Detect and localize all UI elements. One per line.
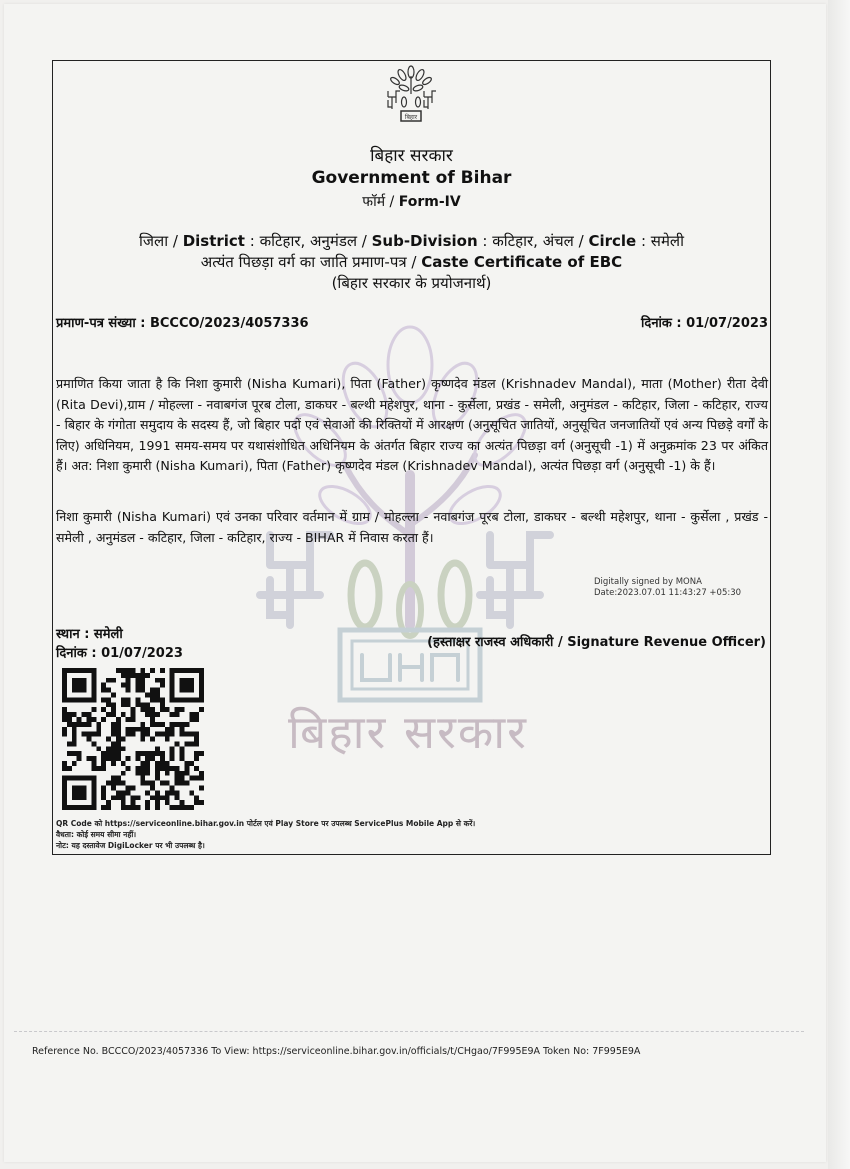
circle-label: Circle: [588, 232, 637, 250]
certificate-body-paragraph-1: प्रमाणित किया जाता है कि निशा कुमारी (Nisha Kumari), पिता (Father) कृष्णदेव मंडल (Krishnadev Mandal), माता (Mother) रीता देवी (Rita Devi),ग्राम / मोहल्ला - नवाबगंज पूरब टोला, डाकघर - बल्थी महेशपुर, थाना - कुर्सेला, प्रखंड - समेली, अनुमंडल - कटिहार, जिला - कटिहार, राज्य - बिहार के गंगोता समुदाय के सदस्य हैं, जो बिहार पदों एवं सेवाओं की रिक्तियों में आरक्षण (अनुसूचित जातियों, अनुसूचित जनजातियों एवं अन्य पिछड़े वर्गों के लिए) अधिनियम, 1991 समय-समय पर यथासंशोधित अधिनियम के अंतर्गत बिहार राज्य का अत्यंत पिछड़ा वर्ग (अनुसूची -1) में अनुक्रमांक 23 पर अंकित हैं। अत: निशा कुमारी (Nisha Kumari), पिता (Father) कृष्णदेव मंडल (Krishnadev Mandal), अत्यंत पिछड़ा वर्ग (अनुसूची -1) के हैं।: [56, 376, 768, 473]
place-date: दिनांक : 01/07/2023: [56, 646, 183, 661]
certificate-number: प्रमाण-पत्र संख्या : BCCCO/2023/4057336: [56, 316, 309, 331]
certificate-title: [52, 252, 771, 272]
digital-signature-name: Digitally signed by MONA: [594, 577, 702, 587]
subdivision-label: Sub-Division: [371, 232, 478, 250]
english-title: Government of Bihar: [311, 168, 512, 188]
subdivision-value: : कटिहार, अंचल /: [477, 232, 589, 250]
reference-line: Reference No. BCCCO/2023/4057336 To View: https://serviceonline.bihar.gov.in/officials/t/CHgao/7F995E9A Token No: 7F995E9A: [32, 1046, 641, 1057]
form-english: Form-IV: [398, 194, 461, 210]
issue-date: दिनांक : 01/07/2023: [641, 316, 768, 331]
qr-note-line-3: नोट: यह दस्तावेज DigiLocker पर भी उपलब्ध है।: [56, 841, 205, 850]
hindi-title: बिहार सरकार: [370, 146, 453, 166]
certificate-title-english: Caste Certificate of EBC: [421, 253, 623, 271]
divider: [14, 1031, 804, 1032]
certificate-title-hindi: अत्यंत पिछड़ा वर्ग का जाति प्रमाण-पत्र /: [200, 253, 422, 271]
signature-officer: (हस्ताक्षर राजस्व अधिकारी / Signature Revenue Officer): [427, 635, 766, 650]
district-label: District: [182, 232, 245, 250]
qr-code[interactable]: [62, 668, 204, 810]
paper-edge: [828, 0, 850, 1169]
certificate-body-paragraph-2: निशा कुमारी (Nisha Kumari) एवं उनका परिवार वर्तमान में ग्राम / मोहल्ला - नवाबगंज पूरब टोला, डाकघर - बल्थी महेशपुर, थाना - कुर्सेला , प्रखंड - समेली , अनुमंडल - कटिहार, जिला - कटिहार, राज्य - BIHAR में निवास करता हैं।: [56, 509, 768, 545]
circle-value: : समेली: [636, 232, 684, 250]
qr-note: [56, 818, 475, 851]
emblem-text: बिहार: [404, 114, 418, 121]
place: स्थान : समेली: [56, 627, 123, 642]
form-line: [52, 192, 771, 211]
district-value: : कटिहार, अनुमंडल /: [244, 232, 372, 250]
digital-signature-date: Date:2023.07.01 11:43:27 +05:30: [594, 588, 742, 598]
qr-note-line-1: QR Code को https://serviceonline.bihar.gov.in पोर्टल एवं Play Store पर उपलब्ध ServicePlus Mobile App से करें।: [56, 819, 476, 828]
bihar-emblem-logo: [382, 64, 440, 126]
digital-signature: [594, 577, 741, 599]
form-hindi: फॉर्म /: [362, 194, 395, 210]
district-prefix: जिला /: [139, 232, 183, 250]
district-line: [52, 231, 771, 251]
qr-note-line-2: वैधता: कोई समय सीमा नहीं।: [56, 830, 137, 839]
certificate-subtitle: (बिहार सरकार के प्रयोजनार्थ): [331, 274, 492, 292]
watermark-text: बिहार सरकार: [288, 705, 528, 759]
